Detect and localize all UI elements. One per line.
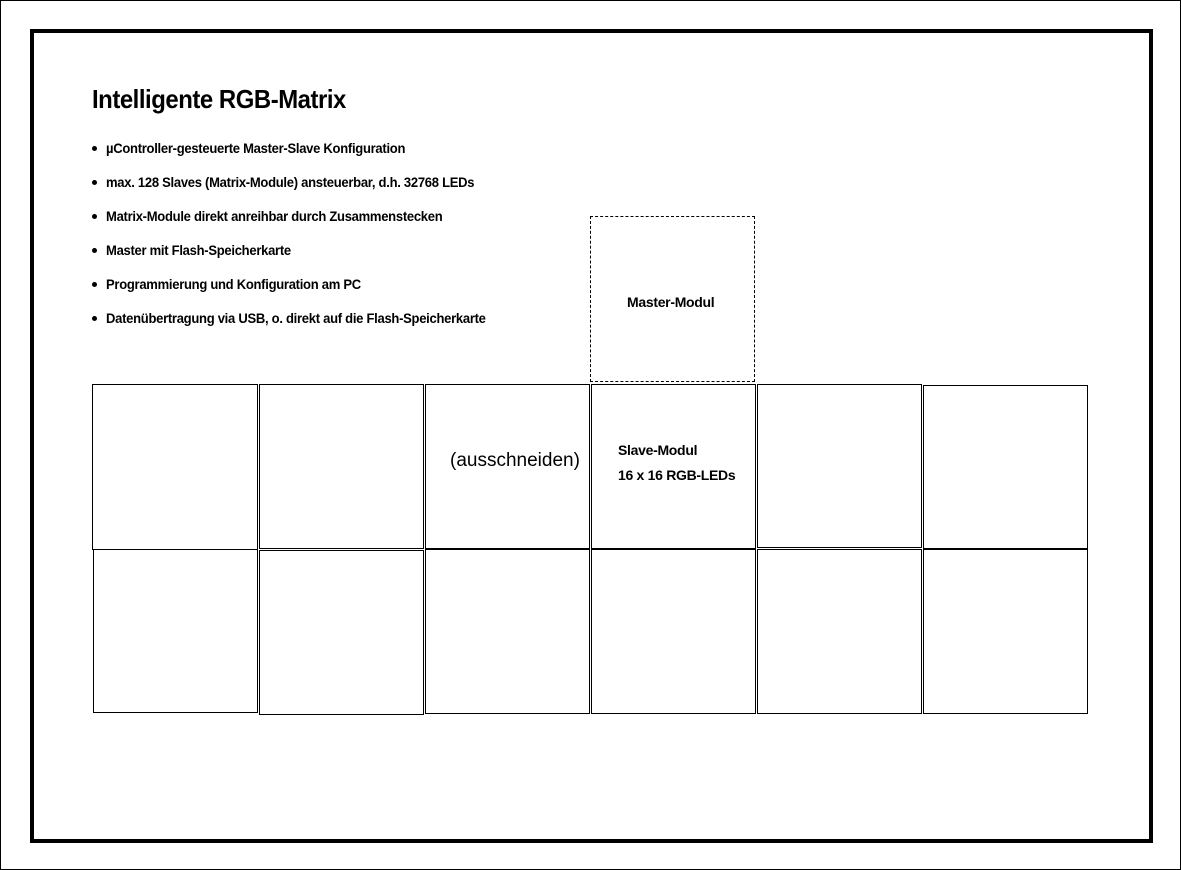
bullet-icon bbox=[92, 282, 97, 287]
page-title: Intelligente RGB-Matrix bbox=[92, 84, 346, 114]
slave-module-label bbox=[618, 438, 735, 488]
slave-module-cell bbox=[923, 385, 1088, 549]
bullet-icon bbox=[92, 248, 97, 253]
slave-module-cell bbox=[591, 549, 756, 714]
slave-module-cell bbox=[923, 549, 1088, 714]
master-module-label: Master-Modul bbox=[627, 294, 715, 310]
slave-module-cell bbox=[757, 384, 922, 548]
slave-module-cell bbox=[259, 384, 424, 549]
slave-module-cell bbox=[757, 549, 922, 714]
bullet-icon bbox=[92, 214, 97, 219]
cutout-label: (ausschneiden) bbox=[450, 450, 580, 471]
master-module-box bbox=[590, 216, 755, 382]
slave-module-cell bbox=[93, 549, 258, 713]
bullet-icon bbox=[92, 146, 97, 151]
slave-module-cell bbox=[259, 550, 424, 715]
cutout-module-cell bbox=[425, 384, 590, 549]
slave-module-cell bbox=[425, 549, 590, 714]
slave-module-cell bbox=[92, 384, 258, 550]
bullet-icon bbox=[92, 316, 97, 321]
slave-module-spec: 16 x 16 RGB-LEDs bbox=[618, 467, 736, 483]
slave-module-cell bbox=[591, 384, 756, 549]
slave-module-name: Slave-Modul bbox=[618, 442, 698, 458]
bullet-icon bbox=[92, 180, 97, 185]
